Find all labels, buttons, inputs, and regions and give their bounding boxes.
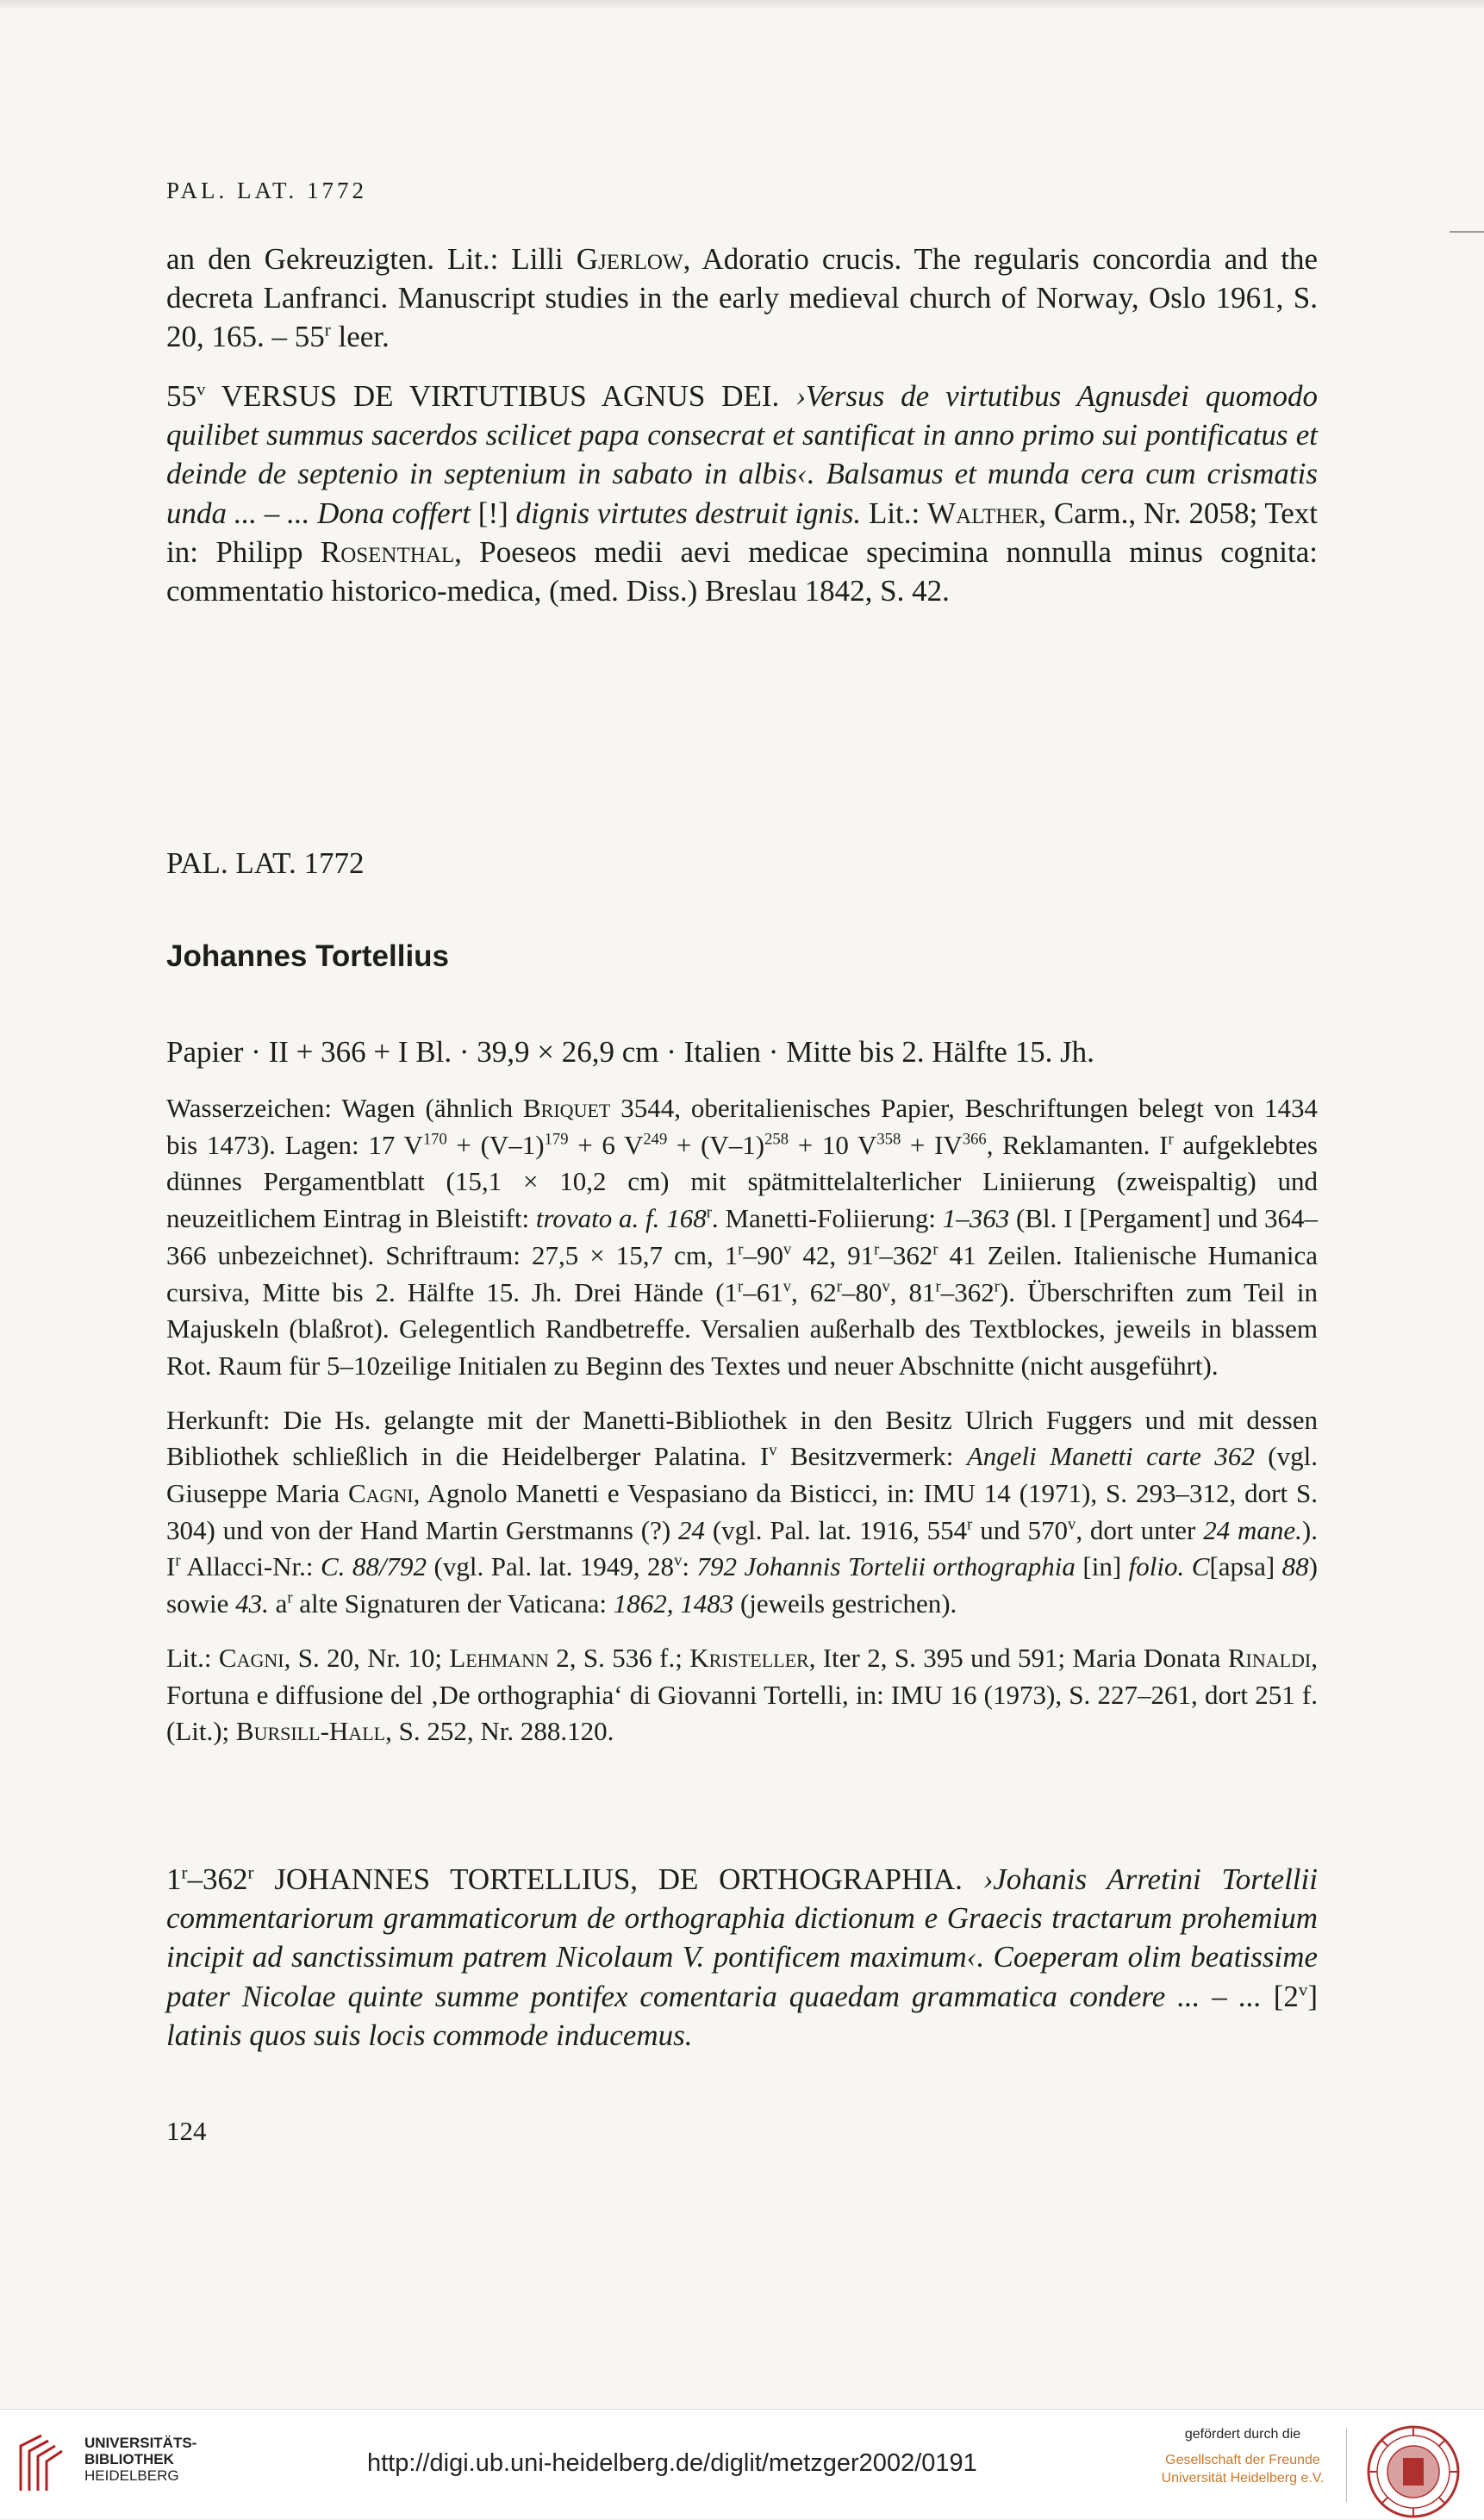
library-name: UNIVERSITÄTS- BIBLIOTHEK HEIDELBERG <box>84 2435 197 2484</box>
permalink-url[interactable]: http://digi.ub.uni-heidelberg.de/diglit/metzger2002/0191 <box>367 2449 977 2477</box>
university-seal-icon <box>1365 2423 1462 2520</box>
footer-divider <box>1346 2429 1347 2503</box>
paragraph-continuation <box>166 240 1318 357</box>
running-head: PAL. LAT. 1772 <box>166 178 368 203</box>
scan-top-shadow <box>0 0 1484 10</box>
watermark-paragraph: Wasserzeichen: Wagen (ähnlich Briquet 3544, oberitalienisches Papier, Beschriftungen belegt von 1434 bis 1473). Lagen: 17 $V^{170} + (V-1)^{179} + 6$ $V^{249} + (V-1)^{258} + 10$ $V^{358} + IV^{366}$, Reklamanten. $I^r$ aufgeklebtes dünnes Pergamentblatt (15,1 × 10,2 cm) mit spätmittelalterlicher Liniierung (zweispaltig) und neuzeitlichem Eintrag in Bleistift: trovato a. f. 168$^r$. Manetti-Foliierung: 1–363 (Bl. I [Pergament] und 364–366 unbezeichnet). Schriftraum: 27,5 × 15,7 cm, 1$^r$–90$^v$ 42, 91$^r$–362$^r$ 41 Zeilen. Italienische Humanica cursiva, Mitte bis 2. Hälfte 15. Jh. Drei Hände (1$^r$–61$^v$, 62$^r$–80$^v$, 81$^r$–362$^r$). Überschriften zum Teil in Majuskeln (blaßrot). Gelegentlich Randbetreffe. Versalien außerhalb des Textblockes, jeweils in blassem Rot. Raum für 5–10zeilige Initialen zu Beginn des Textes und neuer Abschnitte (nicht ausgeführt). <box>166 1093 1319 1381</box>
entry-text: 1$^r$–362$^r$ JOHANNES TORTELLIUS, DE ORTHOGRAPHIA. ›Johanis Arretini Tortellii commentariorum grammaticorum de orthographia dictionum e Graecis tractarum prohemium incipit ad sanctissimum patrem Nicolaum V. pontificem maximum‹. Coeperam olim beatissime pater Nicolae quinte summe pontifex comentaria quaedam grammatica condere ... – ... [2$^v$] latinis quos suis locis commode inducemus. <box>166 1862 1319 2052</box>
scan-edge-mark <box>1450 231 1484 233</box>
library-logo-icon <box>16 2430 78 2496</box>
author-heading: Johannes Tortellius <box>166 939 450 973</box>
codicological-notes <box>166 1090 1318 1750</box>
provenance-paragraph: Herkunft: Die Hs. gelangte mit der Manetti-Bibliothek in den Besitz Ulrich Fuggers und mit dessen Bibliothek schließlich in die Heidelberger Palatina. $I^v$ Besitzvermerk: Angeli Manetti carte 362 (vgl. Giuseppe Maria Cagni, Agnolo Manetti e Vespasiano da Bisticci, in: IMU 14 (1971), S. 293–312, dort S. 304) und von der Hand Martin Gerstmanns (?) 24 (vgl. Pal. lat. 1916, 554$^r$ und 570$^v$, dort unter 24 mane.). $I^r$ Allacci-Nr.: C. 88/792 (vgl. Pal. lat. 1949, 28$^v$: 792 Johannis Tortelii orthographia [in] folio. C[apsa] 88) sowie 43. $a^r$ alte Signaturen der Vaticana: 1862, 1483 (jeweils gestrichen). <box>166 1404 1318 1619</box>
section-heading: PAL. LAT. 1772 <box>166 846 365 880</box>
entry-de-orthographia <box>166 1860 1318 2055</box>
entry-text: 55$^v$ VERSUS DE VIRTUTIBUS AGNUS DEI. ›Versus de virtutibus Agnusdei quomodo quilibet summus sacerdos scilicet papa consecrat et santificat in anno primo sui pontificatus et deinde de septenio in septenium in sabato in albis‹. Balsamus et munda cera cum crismatis unda ... – ... Dona coffert [!] dignis virtutes destruit ignis. Lit.: Walther, Carm., Nr. 2058; Text in: Philipp Rosenthal, Poeseos medii aevi medicae specimina nonnulla minus cognita: commentatio historico-medica, (med. Diss.) Breslau 1842, S. 42. <box>166 378 1319 608</box>
entry-versus-de-virtutibus <box>166 377 1318 610</box>
physical-description <box>166 1032 1318 1071</box>
page-number: 124 <box>166 2116 207 2146</box>
digital-library-footer <box>0 2409 1484 2518</box>
literature-paragraph: Lit.: Cagni, S. 20, Nr. 10; Lehmann 2, S. 536 f.; Kristeller, Iter 2, S. 395 und 591; Maria Donata Rinaldi, Fortuna e diffusione del ‚De orthographia‘ di Giovanni Tortelli, in: IMU 16 (1973), S. 227–261, dort 251 f. (Lit.); Bursill-Hall, S. 252, Nr. 288.120. <box>166 1642 1318 1747</box>
sponsor-credit: gefördert durch die Gesellschaft der Freunde Universität Heidelberg e.V. <box>1161 2427 1325 2486</box>
paragraph-text: an den Gekreuzigten. Lit.: Lilli Gjerlow, Adoratio crucis. The regularis concordia and the decreta Lanfranci. Manuscript studies in the early medieval church of Norway, Oslo 1961, S. 20, 165. – 55$^r$ leer. <box>166 242 1318 354</box>
physical-description-text: Papier · II + 366 + I Bl. · 39,9 × 26,9 cm · Italien · Mitte bis 2. Hälfte 15. Jh. <box>166 1035 1094 1069</box>
